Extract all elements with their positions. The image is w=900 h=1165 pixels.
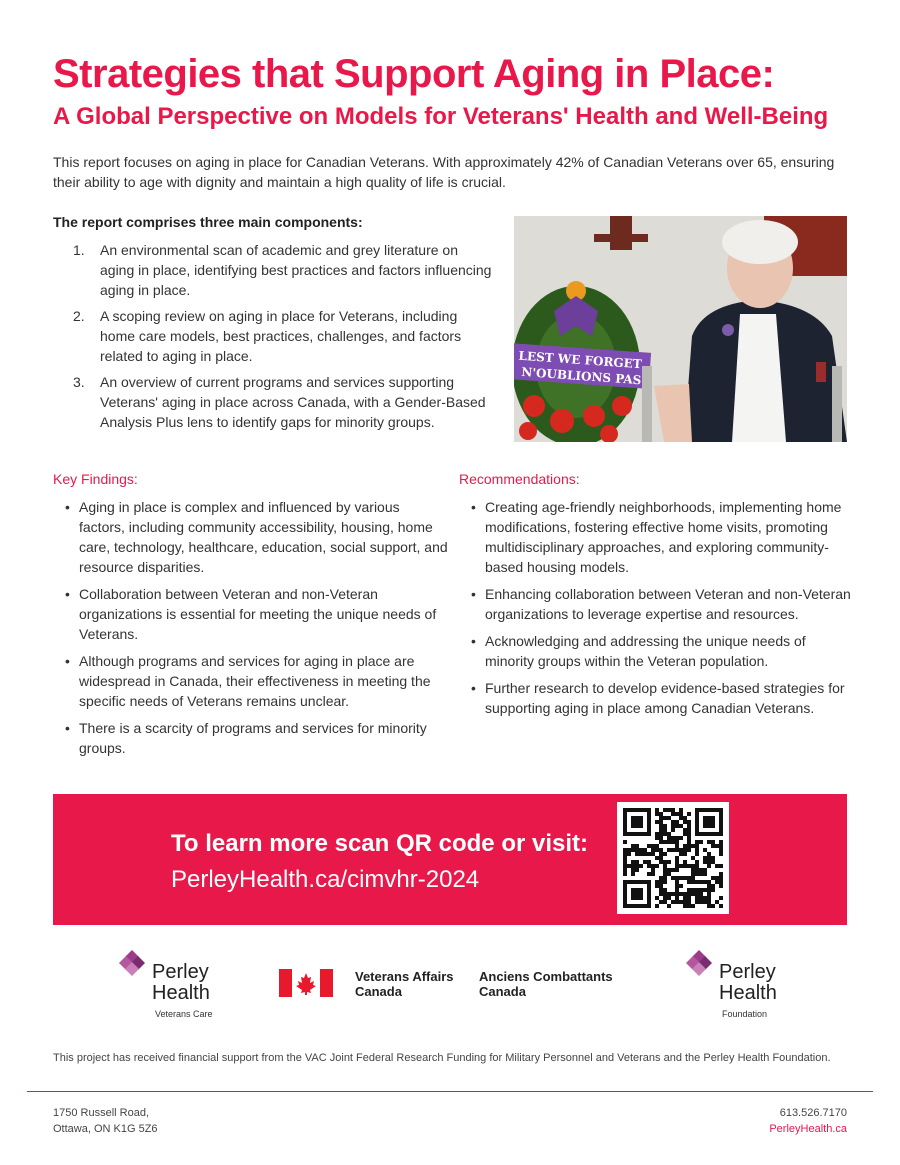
list-item: • Creating age-friendly neighborhoods, implementing home modifications, fostering effective home visits, promoting multidisciplinary approaches, and exploring community-based housing models. — [459, 497, 851, 577]
list-number: 3. — [73, 374, 85, 390]
recommendations-heading: Recommendations: — [459, 471, 580, 487]
funding-statement: This project has received financial support from the VAC Joint Federal Research Funding for Military Personnel and Veterans and the Perley Health Foundation. — [53, 1052, 831, 1064]
key-findings-heading: Key Findings: — [53, 471, 138, 487]
page-subtitle: A Global Perspective on Models for Veterans' Health and Well-Being — [53, 103, 829, 130]
logo-subtext: Veterans Care — [155, 1009, 213, 1019]
wreath-ribbon-text: LEST WE FORGET — [518, 348, 643, 372]
logo-text: Perley — [152, 961, 209, 983]
list-item: • Enhancing collaboration between Veteran and non-Veteran organizations to leverage expertise and resources. — [459, 584, 851, 624]
list-item — [53, 306, 493, 366]
banner-url-link[interactable]: PerleyHealth.ca/cimvhr-2024 — [171, 866, 480, 893]
address-line: 1750 Russell Road, — [53, 1107, 150, 1119]
canada-flag-icon — [279, 969, 333, 997]
photo-illustration — [514, 216, 847, 442]
recommendations-list — [459, 497, 851, 725]
components-heading: The report comprises three main components: — [53, 214, 363, 230]
page-title: Strategies that Support Aging in Place: — [53, 52, 775, 96]
logo-text: Health — [152, 982, 210, 1004]
veteran-photo — [514, 216, 847, 442]
list-number: 1. — [73, 242, 85, 258]
intro-paragraph: This report focuses on aging in place for Canadian Veterans. With approximately 42% of Canadian Veterans over 65, ensuring their ability to age with dignity and maintain a high quality of life is crucial. — [53, 154, 835, 190]
qr-code-icon — [623, 808, 723, 908]
list-item — [53, 240, 493, 300]
footer-divider — [27, 1091, 873, 1092]
list-item: • There is a scarcity of programs and services for minority groups. — [53, 718, 448, 758]
list-item: • Acknowledging and addressing the unique needs of minority groups within the Veteran population. — [459, 631, 851, 671]
vac-french-name: Canada — [479, 984, 526, 999]
banner-heading: To learn more scan QR code or visit: — [171, 830, 588, 857]
list-item: • Collaboration between Veteran and non-Veteran organizations is essential for meeting the unique needs of Veterans. — [53, 584, 448, 644]
list-item: • Although programs and services for aging in place are widespread in Canada, their effectiveness in meeting the specific needs of Veterans remains unclear. — [53, 651, 448, 711]
perley-flower-icon — [117, 948, 147, 980]
vac-french-name: Anciens Combattants — [479, 969, 613, 984]
list-text: A scoping review on aging in place for Veterans, including home care models, best practices, challenges, and factors related to aging in place. — [100, 308, 462, 364]
list-text: An environmental scan of academic and grey literature on aging in place, identifying best practices and factors influencing aging in place. — [100, 242, 492, 298]
key-findings-list — [53, 497, 448, 765]
list-item: • Further research to develop evidence-based strategies for supporting aging in place among Canadian Veterans. — [459, 678, 851, 718]
wreath-ribbon-text: N'OUBLIONS PAS — [520, 364, 642, 388]
components-list — [53, 240, 493, 438]
phone-number: 613.526.7170 — [779, 1107, 847, 1119]
perley-flower-icon — [684, 948, 714, 980]
logo-subtext: Foundation — [722, 1009, 768, 1019]
logo-text: Health — [719, 982, 777, 1004]
list-item — [53, 372, 493, 432]
website-link[interactable]: PerleyHealth.ca — [769, 1123, 847, 1135]
footer-address — [53, 1105, 158, 1137]
list-item: • Aging in place is complex and influenced by various factors, including community accessibility, housing, home care, technology, healthcare, education, social support, and resource disparities. — [53, 497, 448, 577]
address-line: Ottawa, ON K1G 5Z6 — [53, 1123, 158, 1135]
vac-english-name: Veterans Affairs — [355, 969, 454, 984]
vac-english-name: Canada — [355, 984, 402, 999]
logo-text: Perley — [719, 961, 776, 983]
list-number: 2. — [73, 308, 85, 324]
qr-code[interactable] — [617, 802, 729, 914]
learn-more-banner — [53, 794, 847, 925]
footer-contact — [769, 1105, 847, 1137]
list-text: An overview of current programs and services supporting Veterans' aging in place across Canada, with a Gender-Based Analysis Plus lens to identify gaps for minority groups. — [100, 374, 486, 430]
